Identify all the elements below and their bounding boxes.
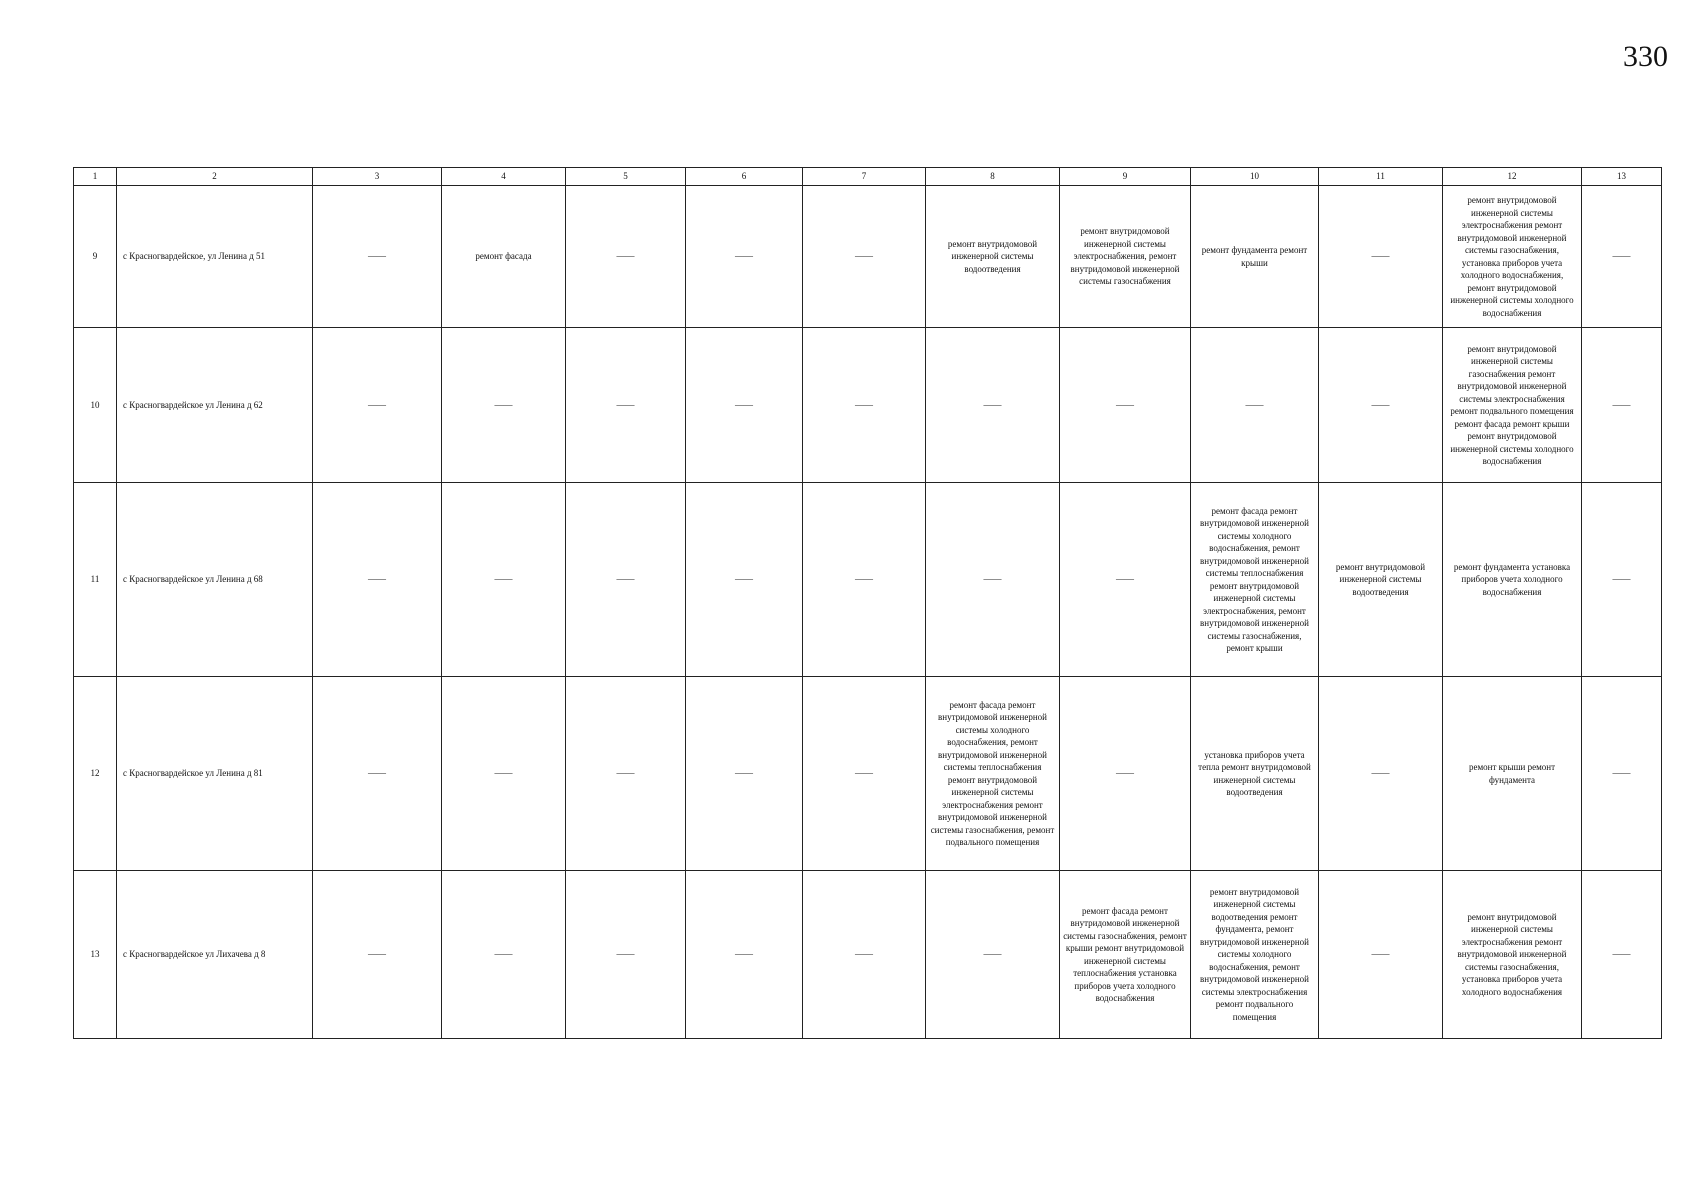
repair-works-cell bbox=[1060, 186, 1191, 328]
empty-dash-cell bbox=[1319, 871, 1443, 1039]
empty-dash-cell bbox=[803, 871, 926, 1039]
table-body bbox=[74, 168, 1662, 1039]
cell-text: —— bbox=[616, 574, 635, 585]
cell-text: —— bbox=[616, 251, 635, 262]
address-cell bbox=[117, 186, 313, 328]
cell-text: 9 bbox=[92, 251, 98, 262]
cell-text: 13 bbox=[90, 949, 100, 960]
table-row bbox=[74, 677, 1662, 871]
cell-text: —— bbox=[855, 574, 873, 585]
cell-text: —— bbox=[855, 251, 873, 262]
cell-text: —— bbox=[616, 768, 635, 779]
empty-dash-cell bbox=[442, 677, 566, 871]
empty-dash-cell bbox=[1582, 483, 1662, 677]
repair-works-cell bbox=[1191, 677, 1319, 871]
empty-dash-cell bbox=[313, 483, 442, 677]
cell-text: —— bbox=[1245, 399, 1264, 410]
empty-dash-cell bbox=[1582, 677, 1662, 871]
cell-text: —— bbox=[368, 574, 386, 585]
cell-text: —— bbox=[1116, 574, 1134, 585]
cell-text: —— bbox=[1612, 768, 1631, 779]
column-number-cell: 6 bbox=[686, 168, 803, 186]
cell-text: 11 bbox=[90, 574, 100, 585]
cell-text: —— bbox=[368, 251, 386, 262]
empty-dash-cell bbox=[926, 328, 1060, 483]
cell-text: —— bbox=[494, 399, 513, 410]
table-row bbox=[74, 328, 1662, 483]
empty-dash-cell bbox=[803, 483, 926, 677]
cell-text: ремонт крыши ремонт фундамента bbox=[1468, 762, 1556, 785]
cell-text: —— bbox=[368, 949, 386, 960]
repair-works-cell bbox=[1060, 871, 1191, 1039]
cell-text: ремонт внутридомовой инженерной системы водоотведения ремонт фундамента, ремонт внутридомовой инженерной системы холодного водоснабжения, ремонт внутридомовой инженерной системы электроснабжения ремонт подвального помещения bbox=[1200, 886, 1309, 1022]
repair-works-cell bbox=[1443, 483, 1582, 677]
repair-works-cell bbox=[1443, 871, 1582, 1039]
empty-dash-cell bbox=[313, 328, 442, 483]
cell-text: —— bbox=[983, 399, 1002, 410]
cell-text: 10 bbox=[90, 399, 100, 410]
empty-dash-cell bbox=[1191, 328, 1319, 483]
repair-works-cell bbox=[442, 186, 566, 328]
cell-text: с Красногвардейское ул Ленина д 68 bbox=[123, 574, 263, 585]
address-cell bbox=[117, 328, 313, 483]
cell-text: —— bbox=[1612, 949, 1631, 960]
empty-dash-cell bbox=[686, 483, 803, 677]
empty-dash-cell bbox=[566, 483, 686, 677]
empty-dash-cell bbox=[313, 677, 442, 871]
cell-text: —— bbox=[616, 399, 635, 410]
cell-text: ремонт внутридомовой инженерной системы электроснабжения, ремонт внутридомовой инженерной системы газоснабжения bbox=[1070, 226, 1180, 287]
cell-text: ремонт фундамента установка приборов учета холодного водоснабжения bbox=[1453, 561, 1571, 597]
empty-dash-cell bbox=[686, 328, 803, 483]
empty-dash-cell bbox=[313, 186, 442, 328]
cell-text: с Красногвардейское, ул Ленина д 51 bbox=[123, 251, 266, 262]
address-cell bbox=[117, 677, 313, 871]
empty-dash-cell bbox=[442, 328, 566, 483]
cell-text: —— bbox=[735, 768, 753, 779]
cell-text: ремонт фасада ремонт внутридомовой инженерной системы холодного водоснабжения, ремонт внутридомовой инженерной системы теплоснабжения ремонт внутридомовой инженерной системы электроснабжения ремонт внутридомовой инженерной системы газоснабжения, ремонт подвального помещения bbox=[930, 699, 1055, 847]
cell-text: установка приборов учета тепла ремонт внутридомовой инженерной системы водоотведения bbox=[1198, 749, 1311, 797]
cell-text: ремонт фасада ремонт внутридомовой инженерной системы газоснабжения, ремонт крыши ремонт внутридомовой инженерной системы теплоснабжения установка приборов учета холодного водоснабжения bbox=[1063, 905, 1187, 1003]
cell-text: —— bbox=[494, 574, 513, 585]
row-number-cell bbox=[74, 186, 117, 328]
cell-text: —— bbox=[1371, 399, 1390, 410]
row-number-cell bbox=[74, 483, 117, 677]
empty-dash-cell bbox=[442, 871, 566, 1039]
cell-text: —— bbox=[983, 574, 1002, 585]
repair-works-cell bbox=[926, 186, 1060, 328]
empty-dash-cell bbox=[566, 328, 686, 483]
repair-works-cell bbox=[926, 677, 1060, 871]
empty-dash-cell bbox=[313, 871, 442, 1039]
cell-text: с Красногвардейское ул Ленина д 81 bbox=[123, 768, 263, 779]
empty-dash-cell bbox=[1582, 328, 1662, 483]
row-number-cell bbox=[74, 677, 117, 871]
empty-dash-cell bbox=[926, 871, 1060, 1039]
repair-works-cell bbox=[1191, 871, 1319, 1039]
repair-works-cell bbox=[1443, 186, 1582, 328]
empty-dash-cell bbox=[566, 186, 686, 328]
column-number-cell: 8 bbox=[926, 168, 1060, 186]
repair-works-cell bbox=[1191, 186, 1319, 328]
cell-text: ремонт фасада bbox=[475, 251, 532, 262]
cell-text: —— bbox=[1116, 399, 1134, 410]
cell-text: 12 bbox=[90, 768, 100, 779]
cell-text: —— bbox=[735, 574, 753, 585]
empty-dash-cell bbox=[1319, 677, 1443, 871]
column-number-cell: 1 bbox=[74, 168, 117, 186]
repair-works-cell bbox=[1191, 483, 1319, 677]
empty-dash-cell bbox=[686, 186, 803, 328]
column-number-cell: 4 bbox=[442, 168, 566, 186]
cell-text: —— bbox=[1371, 949, 1390, 960]
cell-text: ремонт внутридомовой инженерной системы водоотведения bbox=[947, 238, 1038, 274]
capital-repair-table bbox=[73, 167, 1662, 1039]
column-number-cell: 10 bbox=[1191, 168, 1319, 186]
empty-dash-cell bbox=[803, 328, 926, 483]
cell-text: —— bbox=[368, 399, 386, 410]
empty-dash-cell bbox=[566, 677, 686, 871]
cell-text: —— bbox=[1612, 251, 1631, 262]
cell-text: с Красногвардейское ул Ленина д 62 bbox=[123, 399, 263, 410]
table-row bbox=[74, 186, 1662, 328]
address-cell bbox=[117, 871, 313, 1039]
empty-dash-cell bbox=[926, 483, 1060, 677]
cell-text: —— bbox=[735, 399, 753, 410]
column-number-cell: 5 bbox=[566, 168, 686, 186]
empty-dash-cell bbox=[442, 483, 566, 677]
column-number-cell: 7 bbox=[803, 168, 926, 186]
column-number-cell: 11 bbox=[1319, 168, 1443, 186]
column-number-cell: 13 bbox=[1582, 168, 1662, 186]
empty-dash-cell bbox=[1060, 328, 1191, 483]
column-number-cell: 2 bbox=[117, 168, 313, 186]
table-row bbox=[74, 871, 1662, 1039]
empty-dash-cell bbox=[803, 677, 926, 871]
cell-text: —— bbox=[616, 949, 635, 960]
column-number-cell: 9 bbox=[1060, 168, 1191, 186]
empty-dash-cell bbox=[803, 186, 926, 328]
cell-text: с Красногвардейское ул Лихачева д 8 bbox=[123, 949, 266, 960]
cell-text: —— bbox=[1371, 768, 1390, 779]
cell-text: ремонт внутридомовой инженерной системы газоснабжения ремонт внутридомовой инженерной системы электроснабжения ремонт подвального помещения ремонт фасада ремонт крыши ремонт внутридомовой инженерной системы холодного водоснабжения bbox=[1450, 343, 1574, 466]
cell-text: ремонт фундамента ремонт крыши bbox=[1201, 245, 1308, 268]
cell-text: —— bbox=[368, 768, 386, 779]
column-number-cell: 12 bbox=[1443, 168, 1582, 186]
repair-works-cell bbox=[1443, 677, 1582, 871]
cell-text: ремонт внутридомовой инженерной системы электроснабжения ремонт внутридомовой инженерной системы газоснабжения, установка приборов учета холодного водоснабжения bbox=[1457, 911, 1567, 997]
cell-text: —— bbox=[735, 251, 753, 262]
empty-dash-cell bbox=[1319, 328, 1443, 483]
cell-text: —— bbox=[983, 949, 1002, 960]
row-number-cell bbox=[74, 328, 117, 483]
empty-dash-cell bbox=[1582, 871, 1662, 1039]
table-row bbox=[74, 483, 1662, 677]
empty-dash-cell bbox=[1060, 483, 1191, 677]
cell-text: ремонт фасада ремонт внутридомовой инженерной системы холодного водоснабжения, ремонт внутридомовой инженерной системы теплоснабжения ремонт внутридомовой инженерной системы электроснабжения, ремонт внутридомовой инженерной системы газоснабжения, ремонт крыши bbox=[1200, 505, 1309, 653]
empty-dash-cell bbox=[686, 677, 803, 871]
column-number-row bbox=[74, 168, 1662, 186]
column-number-cell: 3 bbox=[313, 168, 442, 186]
cell-text: —— bbox=[855, 949, 873, 960]
empty-dash-cell bbox=[1319, 186, 1443, 328]
empty-dash-cell bbox=[566, 871, 686, 1039]
cell-text: —— bbox=[855, 768, 873, 779]
cell-text: —— bbox=[1116, 768, 1134, 779]
address-cell bbox=[117, 483, 313, 677]
empty-dash-cell bbox=[1582, 186, 1662, 328]
empty-dash-cell bbox=[1060, 677, 1191, 871]
cell-text: —— bbox=[494, 949, 513, 960]
row-number-cell bbox=[74, 871, 117, 1039]
cell-text: —— bbox=[494, 768, 513, 779]
cell-text: ремонт внутридомовой инженерной системы водоотведения bbox=[1335, 561, 1426, 597]
cell-text: —— bbox=[1371, 251, 1390, 262]
empty-dash-cell bbox=[686, 871, 803, 1039]
repair-works-cell bbox=[1443, 328, 1582, 483]
page-number: 330 bbox=[1623, 40, 1668, 73]
cell-text: ремонт внутридомовой инженерной системы электроснабжения ремонт внутридомовой инженерной системы газоснабжения, установка приборов учета холодного водоснабжения, ремонт внутридомовой инженерной системы холодного водоснабжения bbox=[1450, 195, 1574, 318]
cell-text: —— bbox=[1612, 399, 1631, 410]
cell-text: —— bbox=[1612, 574, 1631, 585]
repair-works-cell bbox=[1319, 483, 1443, 677]
cell-text: —— bbox=[855, 399, 873, 410]
cell-text: —— bbox=[735, 949, 753, 960]
